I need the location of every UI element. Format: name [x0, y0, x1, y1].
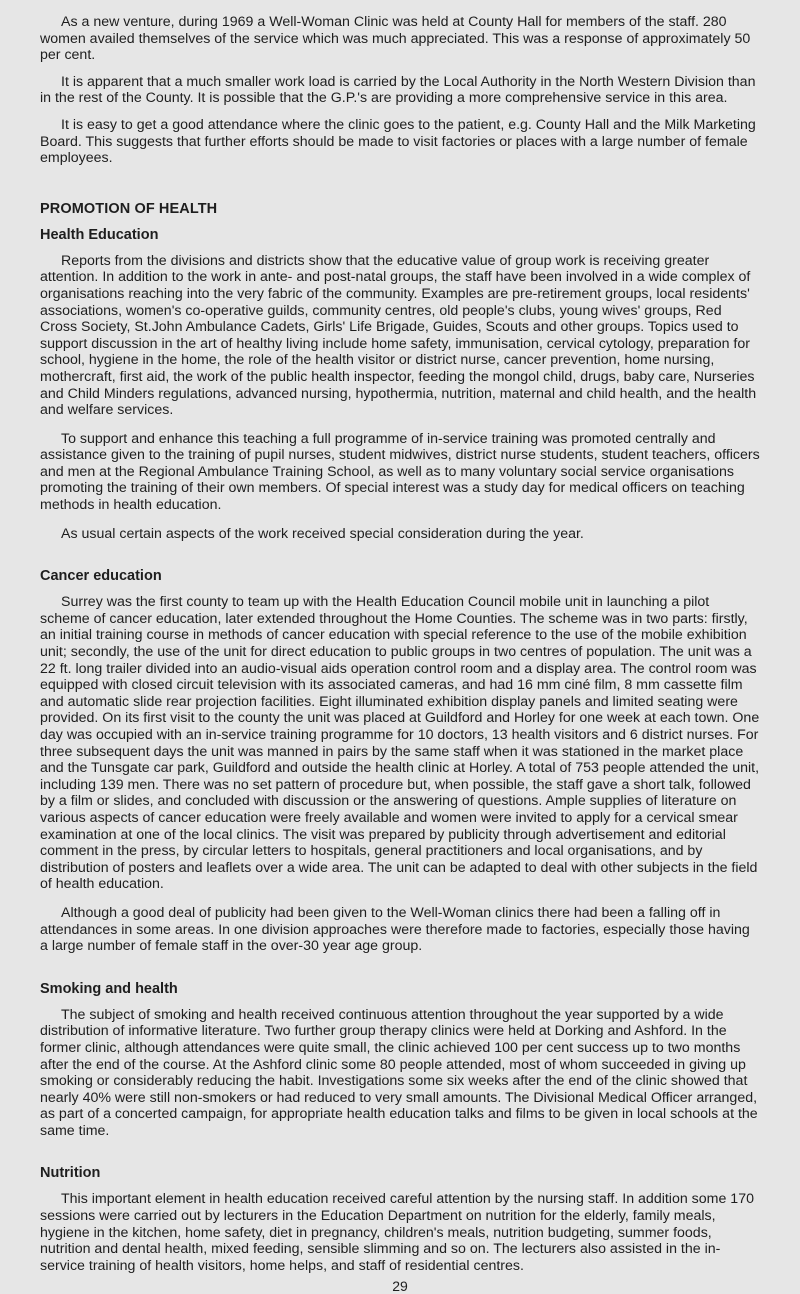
section-title: PROMOTION OF HEALTH	[40, 200, 218, 217]
cancer-education-paragraph-2: Although a good deal of publicity had been given to the Well-Woman clinics there had been a falling off in attendances in some areas. In one division approaches were therefore made to factories, especially those having a large number of female staff in the over-30 year age group.	[40, 904, 750, 955]
health-education-paragraph-1: Reports from the divisions and districts show that the educative value of group work is receiving greater attention. In addition to the work in ante- and post-natal groups, the staff have been involved in a wide complex of organisations reaching into the very fabric of the community. Examples are pre-retirement groups, local residents' associations, women's co-operative guilds, community centres, old people's clubs, young wives' groups, Red Cross Society, St.John Ambulance Cadets, Girls' Life Brigade, Guides, Scouts and other groups. Topics used to support discussion in the art of healthy living include home safety, immunisation, cervical cytology, preparation for school, hygiene in the home, the role of the health visitor or district nurse, cancer prevention, home nursing, mothercraft, first aid, the work of the public health inspector, feeding the mongol child, drugs, baby care, Nurseries and Child Minders regulations, advanced nursing, hypothermia, nutrition, maternal and child health, and the health and welfare services.	[40, 252, 757, 419]
smoking-heading: Smoking and health	[40, 980, 178, 997]
nutrition-heading: Nutrition	[40, 1165, 101, 1182]
nutrition-paragraph-1: This important element in health education received careful attention by the nursing staff. In addition some 170 sessions were carried out by lecturers in the Education Department on nutrition for the elderly, family meals, hygiene in the kitchen, home safety, diet in pregnancy, children's meals, nutrition budgeting, summer foods, nutrition and dental health, mixed feeding, sensible slimming and so on. The lecturers also assisted in the in-service training of health visitors, home helps, and staff of residential centres.	[40, 1191, 754, 1274]
intro-paragraph-3: It is easy to get a good attendance where the clinic goes to the patient, e.g. County Hall and the Milk Marketing Board. This suggests that further efforts should be made to visit factories or places with a large number of female employees.	[40, 116, 756, 167]
page-number: 29	[392, 1278, 408, 1294]
health-education-paragraph-3: As usual certain aspects of the work received special consideration during the year.	[61, 525, 584, 542]
cancer-education-heading: Cancer education	[40, 568, 162, 585]
health-education-heading: Health Education	[40, 226, 159, 243]
intro-paragraph-2: It is apparent that a much smaller work load is carried by the Local Authority in the North Western Division than in the rest of the County. It is possible that the G.P.'s are providing a more comprehensive service in this area.	[40, 73, 756, 107]
cancer-education-paragraph-1: Surrey was the first county to team up with the Health Education Council mobile unit in launching a pilot scheme of cancer education, later extended throughout the Home Counties. The scheme was in two parts: firstly, an initial training course in methods of cancer education with special reference to the use of the mobile exhibition unit; secondly, the use of the unit for direct education to public groups in two centres of population. The unit was a 22 ft. long trailer divided into an audio-visual aids operation control room and a display area. The control room was equipped with closed circuit television with its associated cameras, and had 16 mm ciné film, 8 mm cassette film and automatic slide rear projection facilities. Eight illuminated exhibition display panels and limited seating were provided. On its first visit to the county the unit was placed at Guildford and Horley for one week at each town. One day was occupied with an in-service training programme for 10 doctors, 13 health visitors and 6 district nurses. For three subsequent days the unit was manned in pairs by the same staff when it was stationed in the market place and the Tunsgate car park, Guildford and outside the health clinic at Horley. A total of 753 people attended the unit, including 139 men. There was no set pattern of procedure but, when possible, the staff gave a short talk, followed by a film or slides, and concluded with discussion or the answering of questions. Ample supplies of literature on various aspects of cancer education were freely available and women were invited to apply for a cervical smear examination at one of the local clinics. The visit was prepared by publicity through advertisement and editorial comment in the press, by circular letters to hospitals, general practitioners and local organisations, and by distribution of posters and leaflets over a wide area. The unit can be adapted to deal with other subjects in the field of health education.	[40, 594, 760, 893]
intro-paragraph-1: As a new venture, during 1969 a Well-Woman Clinic was held at County Hall for members of the staff. 280 women availed themselves of the service which was much appreciated. This was a response of approximately 50 per cent.	[40, 14, 751, 64]
health-education-paragraph-2: To support and enhance this teaching a full programme of in-service training was promoted centrally and assistance given to the training of pupil nurses, student midwives, district nurse students, student teachers, officers and men at the Regional Ambulance Training School, as well as to many voluntary social service organisations promoting the training of their own members. Of special interest was a study day for medical officers on teaching methods in health education.	[40, 430, 760, 514]
smoking-paragraph-1: The subject of smoking and health received continuous attention throughout the year supported by a wide distribution of informative literature. Two further group therapy clinics were held at Dorking and Ashford. In the former clinic, although attendances were quite small, the clinic achieved 100 per cent success up to two months after the end of the course. At the Ashford clinic some 80 people attended, most of whom succeeded in giving up smoking or considerably reducing the habit. Investigations some six weeks after the end of the clinic showed that nearly 40% were still non-smokers or had reduced to very small amounts. The Divisional Medical Officer arranged, as part of a concerted campaign, for appropriate health education talks and films to be given in local schools at the same time.	[40, 1006, 758, 1139]
